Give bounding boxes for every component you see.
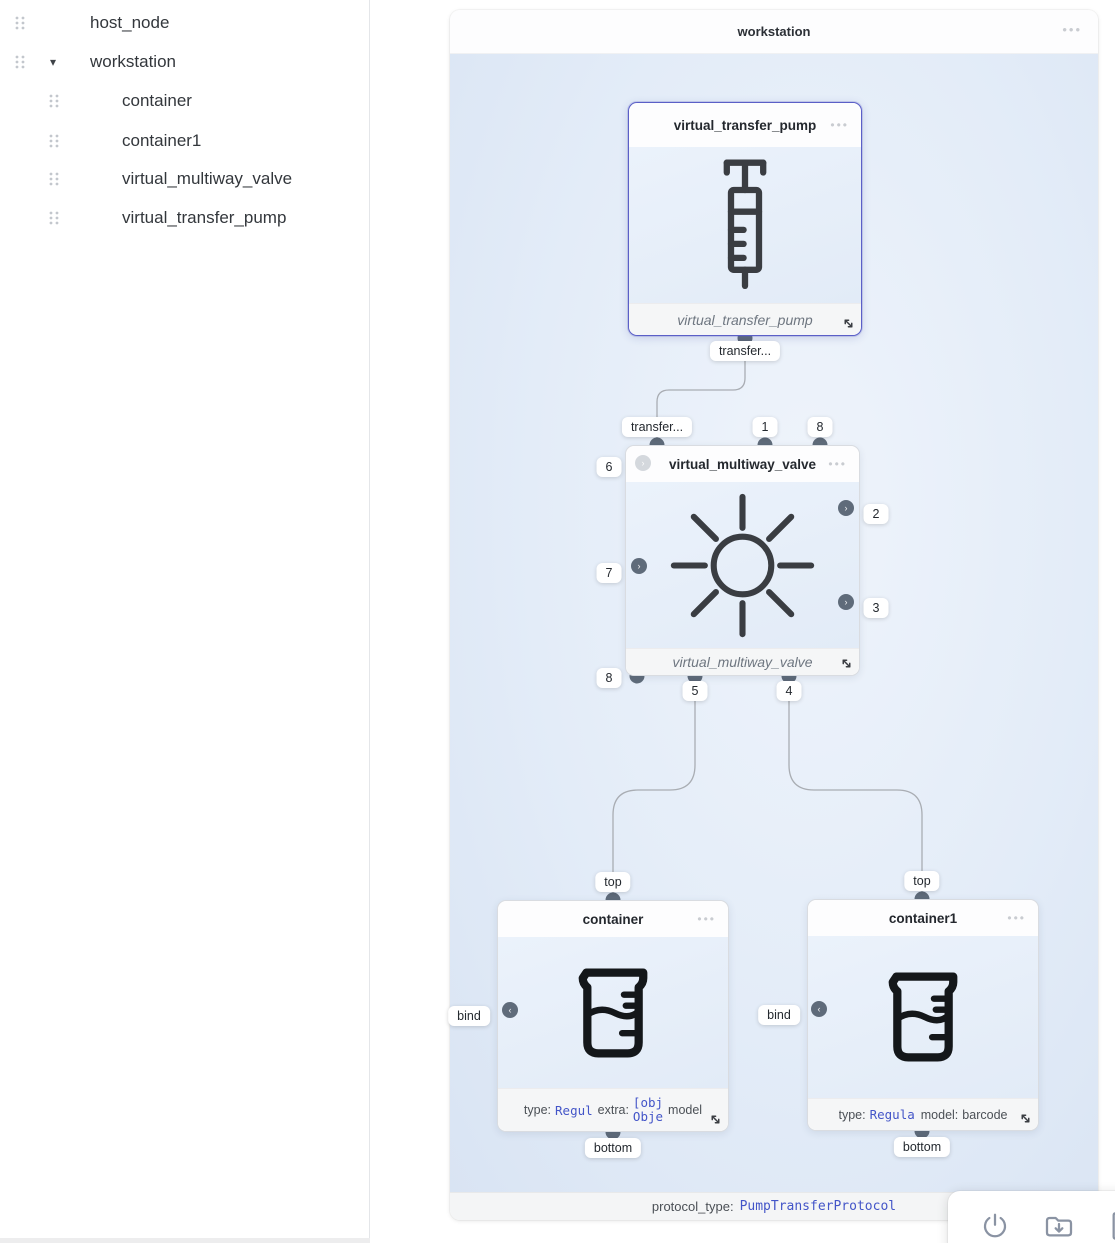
port-label-container1-bind: bind [758, 1005, 800, 1025]
tree-item-label[interactable]: virtual_transfer_pump [122, 208, 287, 227]
caret-down-icon[interactable]: ▾ [50, 55, 57, 69]
port-label-valve-4: 4 [777, 681, 802, 701]
syringe-icon [703, 150, 787, 300]
node-header[interactable] [498, 901, 728, 937]
workstation-title: workstation [737, 24, 811, 39]
device-tree-sidebar [0, 0, 370, 1243]
type-value: Regula [869, 1107, 915, 1122]
node-container1[interactable] [807, 899, 1039, 1131]
beaker-icon [558, 954, 668, 1072]
node-title: virtual_multiway_valve [668, 456, 817, 472]
node-footer [626, 648, 859, 675]
node-virtual-multiway-valve[interactable] [625, 445, 860, 676]
node-footer-label: virtual_multiway_valve [672, 654, 813, 670]
drag-handle-icon[interactable] [14, 15, 26, 31]
node-footer-label: virtual_transfer_pump [677, 311, 813, 328]
more-icon[interactable]: ••• [830, 118, 849, 132]
port-container1-bind[interactable]: ‹ [811, 1001, 827, 1017]
port-container-bind[interactable]: ‹ [502, 1002, 518, 1018]
port-valve-3[interactable]: › [838, 594, 854, 610]
node-body [808, 936, 1038, 1098]
node-header[interactable] [808, 900, 1038, 936]
port-label-valve-transfer: transfer... [622, 417, 692, 437]
port-valve-6[interactable]: › [635, 455, 651, 471]
node-body [498, 937, 728, 1088]
resize-icon[interactable] [840, 657, 853, 670]
more-icon[interactable]: ••• [697, 912, 716, 926]
tree-item-virtual-multiway-valve[interactable] [0, 164, 370, 194]
more-icon[interactable]: ••• [828, 457, 847, 471]
tree-item-container[interactable] [0, 86, 370, 116]
tree-item-label[interactable]: container1 [122, 131, 202, 150]
node-body [629, 147, 861, 303]
type-label: type: [523, 1103, 552, 1117]
model-value: barcode [962, 1107, 1008, 1122]
node-virtual-transfer-pump[interactable] [628, 102, 862, 336]
port-label-container1-bottom: bottom [894, 1137, 950, 1157]
port-label-valve-8-bottom: 8 [597, 668, 622, 688]
beaker-icon [868, 958, 978, 1076]
port-valve-7[interactable]: › [631, 558, 647, 574]
drag-handle-icon[interactable] [48, 133, 60, 149]
port-label-valve-8-top: 8 [808, 417, 833, 437]
horizontal-scrollbar[interactable] [0, 1238, 370, 1243]
node-footer [498, 1088, 728, 1131]
port-label-valve-7: 7 [597, 563, 622, 583]
node-title: container [582, 911, 644, 927]
resize-icon[interactable] [709, 1113, 722, 1126]
protocol-type-value: PumpTransferProtocol [739, 1199, 897, 1214]
port-label-valve-1: 1 [753, 417, 778, 437]
extra-label: extra: [597, 1103, 629, 1117]
node-footer [808, 1098, 1038, 1130]
folder-download-icon[interactable] [1042, 1209, 1076, 1243]
node-body [626, 482, 859, 648]
more-icon[interactable]: ••• [1062, 22, 1082, 37]
tree-item-virtual-transfer-pump[interactable] [0, 203, 370, 233]
port-label-pump-transfer: transfer... [710, 341, 780, 361]
model-label: model [668, 1103, 703, 1117]
port-label-container-bottom: bottom [585, 1138, 641, 1158]
node-title: virtual_transfer_pump [673, 117, 817, 133]
drag-handle-icon[interactable] [48, 93, 60, 109]
workstation-panel-header[interactable] [450, 10, 1098, 54]
node-container[interactable] [497, 900, 729, 1132]
tree-item-workstation[interactable] [0, 47, 370, 77]
node-header[interactable] [629, 103, 861, 147]
port-label-valve-5: 5 [683, 681, 708, 701]
model-label: model: [920, 1107, 959, 1122]
power-icon[interactable] [978, 1209, 1012, 1243]
resize-icon[interactable] [842, 317, 855, 330]
drag-handle-icon[interactable] [48, 210, 60, 226]
tree-item-container1[interactable] [0, 126, 370, 156]
more-icon[interactable]: ••• [1007, 911, 1026, 925]
tree-item-label[interactable]: container [122, 91, 192, 110]
tree-item-host-node[interactable] [0, 8, 370, 38]
drag-handle-icon[interactable] [48, 171, 60, 187]
port-label-container-bind: bind [448, 1006, 490, 1026]
port-label-valve-6: 6 [597, 457, 622, 477]
protocol-type-label: protocol_type: [651, 1199, 734, 1214]
resize-icon[interactable] [1019, 1112, 1032, 1125]
node-footer [629, 303, 861, 335]
port-valve-2[interactable]: › [838, 500, 854, 516]
port-label-valve-3: 3 [864, 598, 889, 618]
port-label-valve-2: 2 [864, 504, 889, 524]
port-label-container-top: top [595, 872, 630, 892]
file-icon[interactable] [1106, 1209, 1115, 1243]
node-header[interactable] [626, 446, 859, 482]
drag-handle-icon[interactable] [14, 54, 26, 70]
node-title: container1 [888, 910, 958, 926]
extra-value-line1: [obj [632, 1095, 664, 1110]
type-label: type: [838, 1107, 866, 1122]
tree-item-label[interactable]: host_node [90, 13, 170, 32]
tree-item-label[interactable]: workstation [90, 52, 176, 71]
extra-value-line2: Obje [632, 1109, 664, 1124]
port-label-container1-top: top [904, 871, 939, 891]
canvas-toolbar [948, 1191, 1115, 1243]
type-value: Regul [555, 1102, 593, 1118]
valve-icon [665, 488, 820, 643]
tree-item-label[interactable]: virtual_multiway_valve [122, 169, 293, 188]
